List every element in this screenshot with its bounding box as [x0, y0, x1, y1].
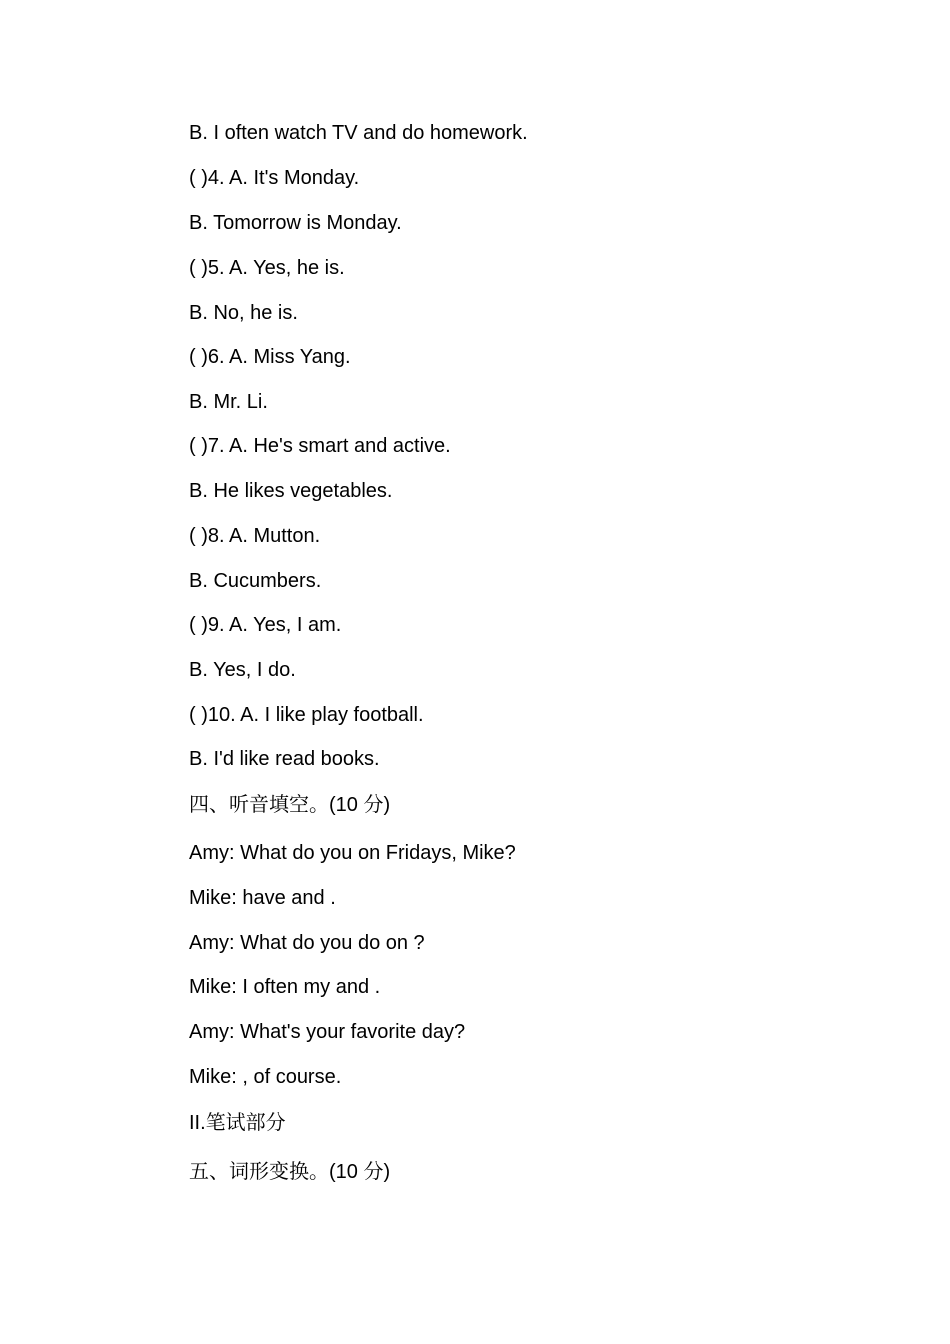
- section-5-heading: 五、词形变换。(10 分): [189, 1161, 391, 1183]
- question-6-option-b: B. Mr. Li.: [189, 391, 268, 413]
- written-part-heading: II.笔试部分: [189, 1112, 286, 1134]
- question-4-option-a: ( )4. A. It's Monday.: [189, 167, 360, 189]
- question-5-option-b: B. No, he is.: [189, 302, 298, 324]
- question-4-option-b: B. Tomorrow is Monday.: [189, 212, 402, 234]
- dialogue-line-1: Amy: What do you on Fridays, Mike?: [189, 842, 516, 864]
- question-5-option-a: ( )5. A. Yes, he is.: [189, 257, 345, 279]
- question-7-option-a: ( )7. A. He's smart and active.: [189, 435, 451, 457]
- dialogue-line-6: Mike: , of course.: [189, 1066, 342, 1088]
- section-4-heading: 四、听音填空。(10 分): [189, 794, 391, 816]
- dialogue-line-4: Mike: I often my and .: [189, 976, 381, 998]
- dialogue-line-5: Amy: What's your favorite day?: [189, 1021, 466, 1043]
- question-7-option-b: B. He likes vegetables.: [189, 480, 393, 502]
- question-9-option-b: B. Yes, I do.: [189, 659, 296, 681]
- dialogue-line-3: Amy: What do you do on ?: [189, 932, 425, 954]
- question-8-option-b: B. Cucumbers.: [189, 570, 322, 592]
- option-3b: B. I often watch TV and do homework.: [189, 122, 528, 144]
- question-8-option-a: ( )8. A. Mutton.: [189, 525, 321, 547]
- question-9-option-a: ( )9. A. Yes, I am.: [189, 614, 342, 636]
- dialogue-line-2: Mike: have and .: [189, 887, 336, 909]
- question-10-option-b: B. I'd like read books.: [189, 748, 380, 770]
- question-10-option-a: ( )10. A. I like play football.: [189, 704, 424, 726]
- question-6-option-a: ( )6. A. Miss Yang.: [189, 346, 351, 368]
